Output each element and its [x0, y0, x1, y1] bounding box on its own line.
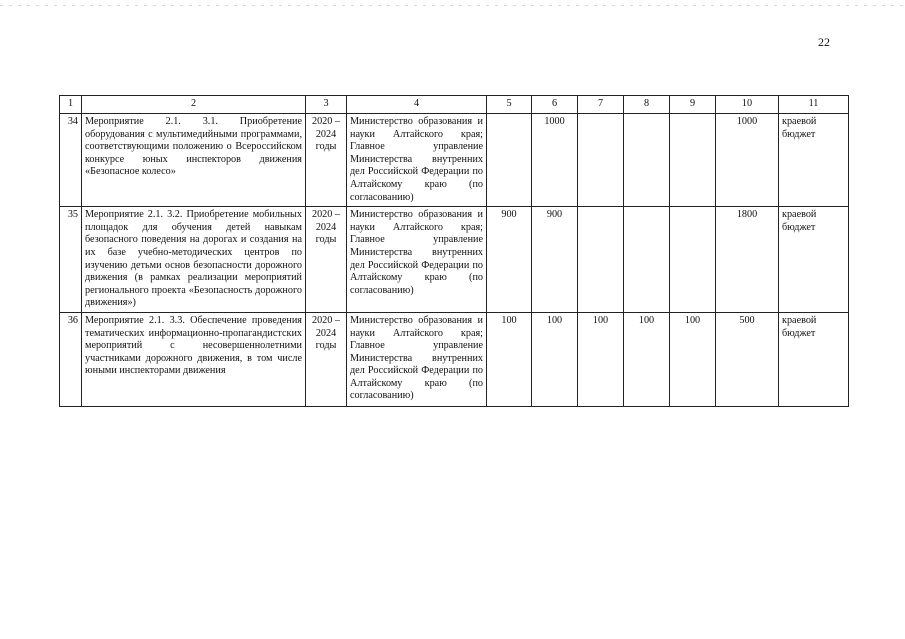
row-number: 35	[60, 207, 82, 313]
column-header: 8	[624, 96, 670, 114]
value-total: 1000	[716, 114, 779, 207]
responsible-executor: Министерство образования и науки Алтайского края; Главное управление Министерства внутренних дел Российской Федерации по Алтайскому краю (по согласованию)	[347, 114, 487, 207]
row-number: 36	[60, 312, 82, 406]
value-col-7	[578, 207, 624, 313]
value-col-7	[578, 114, 624, 207]
column-header: 11	[779, 96, 849, 114]
value-col-6: 100	[532, 312, 578, 406]
column-header: 2	[82, 96, 306, 114]
value-col-5: 100	[487, 312, 532, 406]
period-years: 2020 – 2024 годы	[306, 114, 347, 207]
program-activities-table	[59, 95, 849, 407]
value-col-8	[624, 207, 670, 313]
column-header: 6	[532, 96, 578, 114]
value-col-9	[670, 114, 716, 207]
period-years: 2020 – 2024 годы	[306, 312, 347, 406]
funding-source: краевой бюджет	[779, 114, 849, 207]
scan-artifact-line	[0, 5, 905, 6]
column-header: 7	[578, 96, 624, 114]
activity-description: Мероприятие 2.1. 3.1. Приобретение оборудования с мультимедийными программами, соответствующими положению о Всероссийском конкурсе юных инспекторов движения «Безопасное колесо»	[82, 114, 306, 207]
funding-source: краевой бюджет	[779, 312, 849, 406]
value-col-9: 100	[670, 312, 716, 406]
column-header: 3	[306, 96, 347, 114]
value-col-6: 1000	[532, 114, 578, 207]
responsible-executor: Министерство образования и науки Алтайского края; Главное управление Министерства внутренних дел Российской Федерации по Алтайскому краю (по согласованию)	[347, 312, 487, 406]
value-total: 1800	[716, 207, 779, 313]
funding-source: краевой бюджет	[779, 207, 849, 313]
column-header: 1	[60, 96, 82, 114]
value-col-5: 900	[487, 207, 532, 313]
value-col-5	[487, 114, 532, 207]
activity-description: Мероприятие 2.1. 3.2. Приобретение мобильных площадок для обучения детей навыкам безопасного поведения на дорогах и создания на их базе учебно-методических центров по изучению детьми основ безопасности дорожного движения (в рамках реализации мероприятий регионального проекта «Безопасность дорожного движения»)	[82, 207, 306, 313]
value-col-6: 900	[532, 207, 578, 313]
table-row	[60, 312, 849, 406]
column-header: 10	[716, 96, 779, 114]
column-header: 4	[347, 96, 487, 114]
value-col-7: 100	[578, 312, 624, 406]
table-row	[60, 207, 849, 313]
table-row	[60, 114, 849, 207]
value-col-8	[624, 114, 670, 207]
row-number: 34	[60, 114, 82, 207]
activity-description: Мероприятие 2.1. 3.3. Обеспечение проведения тематических информационно-пропагандистских мероприятий с несовершеннолетними участниками дорожного движения, в том числе юными инспекторами движения	[82, 312, 306, 406]
value-total: 500	[716, 312, 779, 406]
period-years: 2020 – 2024 годы	[306, 207, 347, 313]
responsible-executor: Министерство образования и науки Алтайского края; Главное управление Министерства внутренних дел Российской Федерации по Алтайскому краю (по согласованию)	[347, 207, 487, 313]
column-header: 5	[487, 96, 532, 114]
value-col-8: 100	[624, 312, 670, 406]
column-header: 9	[670, 96, 716, 114]
value-col-9	[670, 207, 716, 313]
table-header-row	[60, 96, 849, 114]
page-number: 22	[818, 35, 830, 49]
